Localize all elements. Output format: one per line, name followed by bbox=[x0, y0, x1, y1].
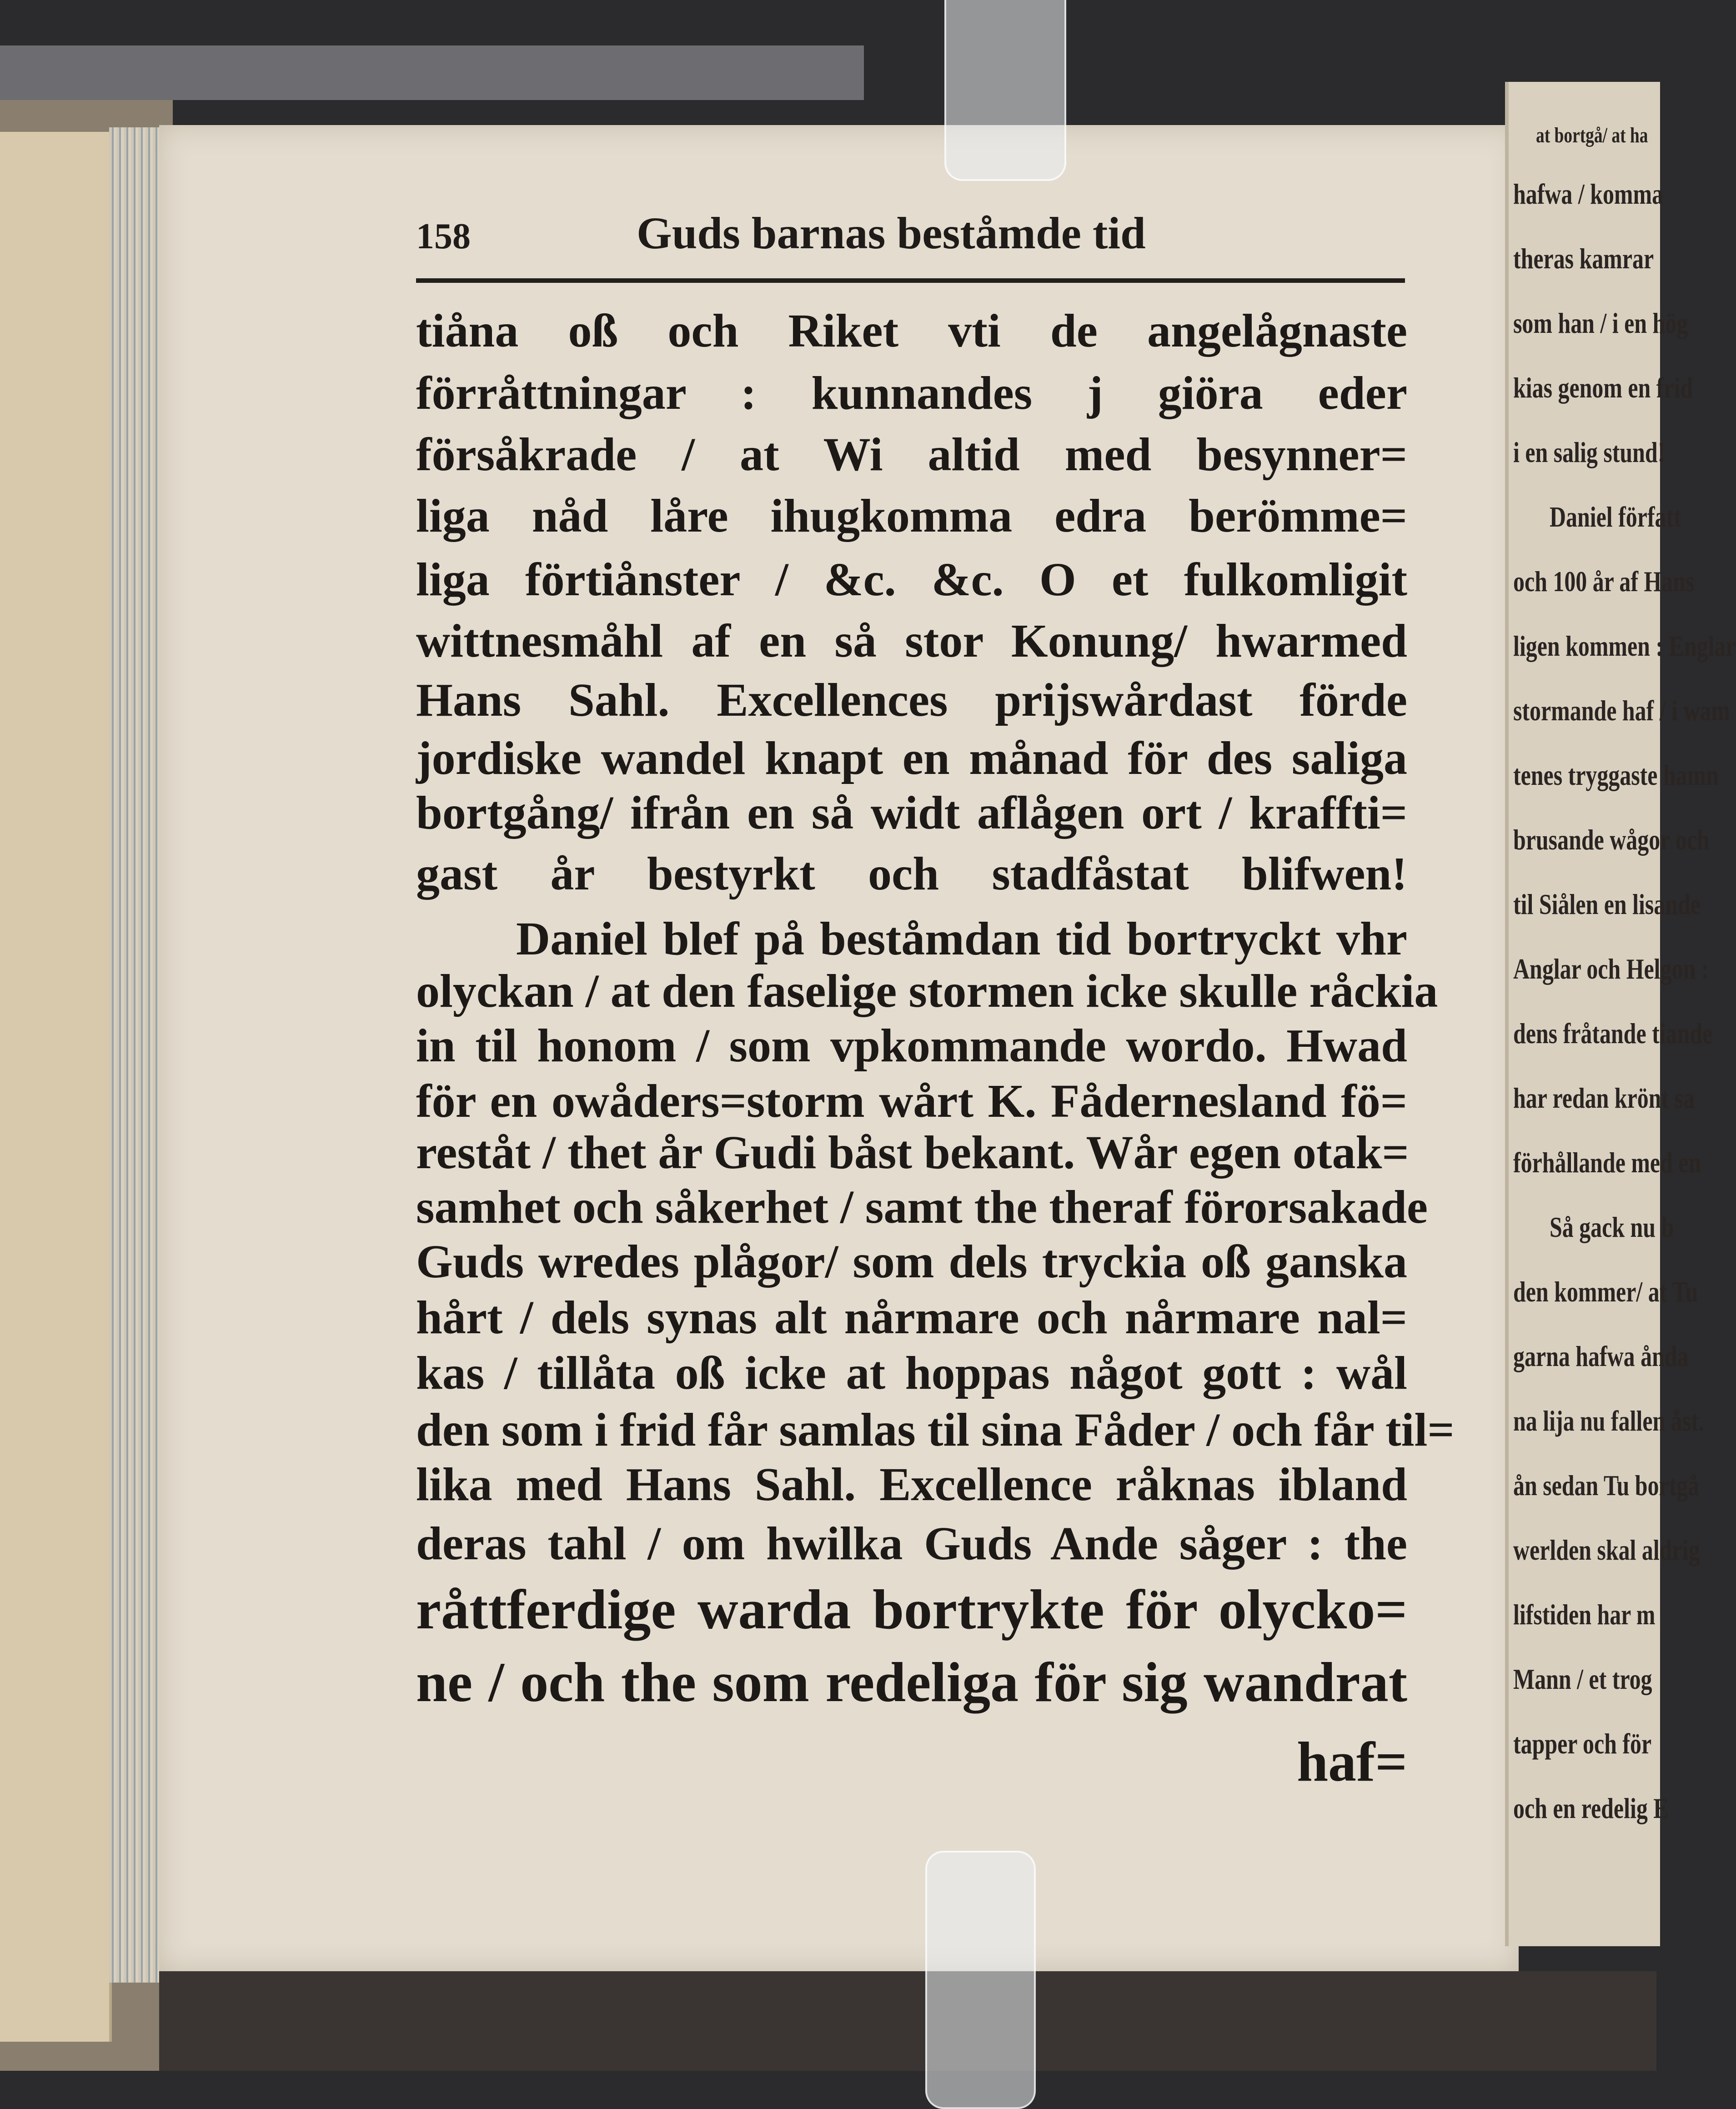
facing-text-line: Mann / et trog bbox=[1513, 1663, 1652, 1695]
text-line: liga förtiånster / &c. &c. O et fulkomligit bbox=[416, 553, 1407, 606]
text-line: liga nåd låre ihugkomma edra berömme= bbox=[416, 490, 1407, 542]
text-line: ne / och the som redeliga för sig wandrat bbox=[416, 1651, 1407, 1713]
previous-page-edge bbox=[0, 132, 112, 2042]
facing-text-line: kias genom en frid bbox=[1513, 372, 1693, 404]
page-number: 158 bbox=[416, 216, 471, 256]
page-stack-edges bbox=[109, 127, 164, 1983]
text-line: tiåna oß och Riket vti de angelågnaste bbox=[416, 305, 1407, 357]
facing-text-line: som han / i en hög bbox=[1513, 307, 1688, 339]
text-line: bortgång/ ifrån en så widt aflågen ort / kraffti= bbox=[416, 787, 1407, 839]
facing-text-line: Anglar och Helgon : bbox=[1513, 953, 1709, 985]
facing-text-line: na lija nu fallen åst. bbox=[1513, 1405, 1705, 1437]
facing-text-line: ån sedan Tu bortgå bbox=[1513, 1469, 1700, 1501]
facing-text-line: den kommer/ at Tu bbox=[1513, 1275, 1698, 1308]
facing-text-line: stormande haf / i wam bbox=[1513, 694, 1730, 727]
text-line: reståt / thet år Gudi båst bekant. Wår egen otak= bbox=[416, 1126, 1409, 1179]
text-line: Hans Sahl. Excellences prijswårdast förde bbox=[416, 674, 1407, 726]
facing-text-line: til Siålen en lisande bbox=[1513, 888, 1701, 920]
facing-text-line: lifstiden har m bbox=[1513, 1598, 1656, 1631]
facing-text-line: Så gack nu b bbox=[1550, 1211, 1674, 1243]
facing-page bbox=[1505, 82, 1736, 1946]
text-line: Daniel blef på beståmdan tid bortryckt vhr bbox=[516, 913, 1407, 965]
running-title: Guds barnas beståmde tid bbox=[637, 208, 1146, 258]
text-line: kas / tillåta oß icke at hoppas något gott : wål bbox=[416, 1347, 1407, 1399]
text-line: för en owåders=storm wårt K. Fådernesland fö= bbox=[416, 1075, 1407, 1127]
facing-text-line: Daniel författ bbox=[1550, 501, 1681, 533]
facing-text-line: theras kamrar bbox=[1513, 242, 1654, 275]
catchword: haf= bbox=[1297, 1731, 1407, 1793]
facing-text-line: brusande wågor och bbox=[1513, 824, 1710, 856]
text-line: in til honom / som vpkommande wordo. Hwad bbox=[416, 1019, 1407, 1072]
text-line: den som i frid får samlas til sina Fåder / och får til= bbox=[416, 1404, 1455, 1456]
text-line: jordiske wandel knapt en månad för des saliga bbox=[416, 732, 1407, 784]
text-line: samhet och såkerhet / samt the theraf förorsakade bbox=[416, 1181, 1428, 1233]
facing-text-line: ligen kommen : Englar bbox=[1513, 630, 1736, 662]
scanner-board bbox=[0, 45, 864, 100]
facing-text-line: tenes tryggaste hamn bbox=[1513, 759, 1719, 791]
facing-text-line: tapper och för bbox=[1513, 1727, 1652, 1760]
text-line: gast år bestyrkt och stadfåstat blifwen! bbox=[416, 848, 1407, 900]
facing-text-line: i en salig stund! bbox=[1513, 436, 1666, 468]
text-line: råttferdige warda bortrykte för olycko= bbox=[416, 1578, 1407, 1641]
facing-text-line: förhållande med en bbox=[1513, 1146, 1701, 1179]
text-line: deras tahl / om hwilka Guds Ande såger : the bbox=[416, 1517, 1407, 1570]
facing-text-line: dens fråtande tiande bbox=[1513, 1017, 1713, 1049]
facing-text-line: garna hafwa ånda bbox=[1513, 1340, 1689, 1372]
page-holder-clip-bottom bbox=[925, 1851, 1036, 2109]
facing-text-line: och en redelig E bbox=[1513, 1792, 1669, 1824]
facing-text-line: werlden skal aldrig bbox=[1513, 1534, 1700, 1566]
facing-text-line: och 100 år af Hans bbox=[1513, 565, 1695, 598]
text-line: olyckan / at den faselige stormen icke skulle råckia bbox=[416, 965, 1438, 1017]
facing-text-line: hafwa / komma bbox=[1513, 178, 1664, 210]
header-rule bbox=[416, 278, 1405, 283]
text-line: wittnesmåhl af en så stor Konung/ hwarmed bbox=[416, 615, 1407, 667]
facing-running-title: at bortgå/ at ha bbox=[1536, 123, 1648, 147]
text-line: lika med Hans Sahl. Excellence råknas ibland bbox=[416, 1458, 1407, 1511]
text-line: hårt / dels synas alt nårmare och nårmare nal= bbox=[416, 1291, 1407, 1344]
facing-text-line: har redan krönt sa bbox=[1513, 1082, 1695, 1114]
text-line: förråttningar : kunnandes j giöra eder bbox=[416, 367, 1407, 419]
book-binding-bottom bbox=[159, 1971, 1656, 2071]
page-holder-clip-top bbox=[944, 0, 1066, 181]
text-line: Guds wredes plågor/ som dels tryckia oß ganska bbox=[416, 1235, 1407, 1288]
text-line: försåkrade / at Wi altid med besynner= bbox=[416, 428, 1407, 481]
